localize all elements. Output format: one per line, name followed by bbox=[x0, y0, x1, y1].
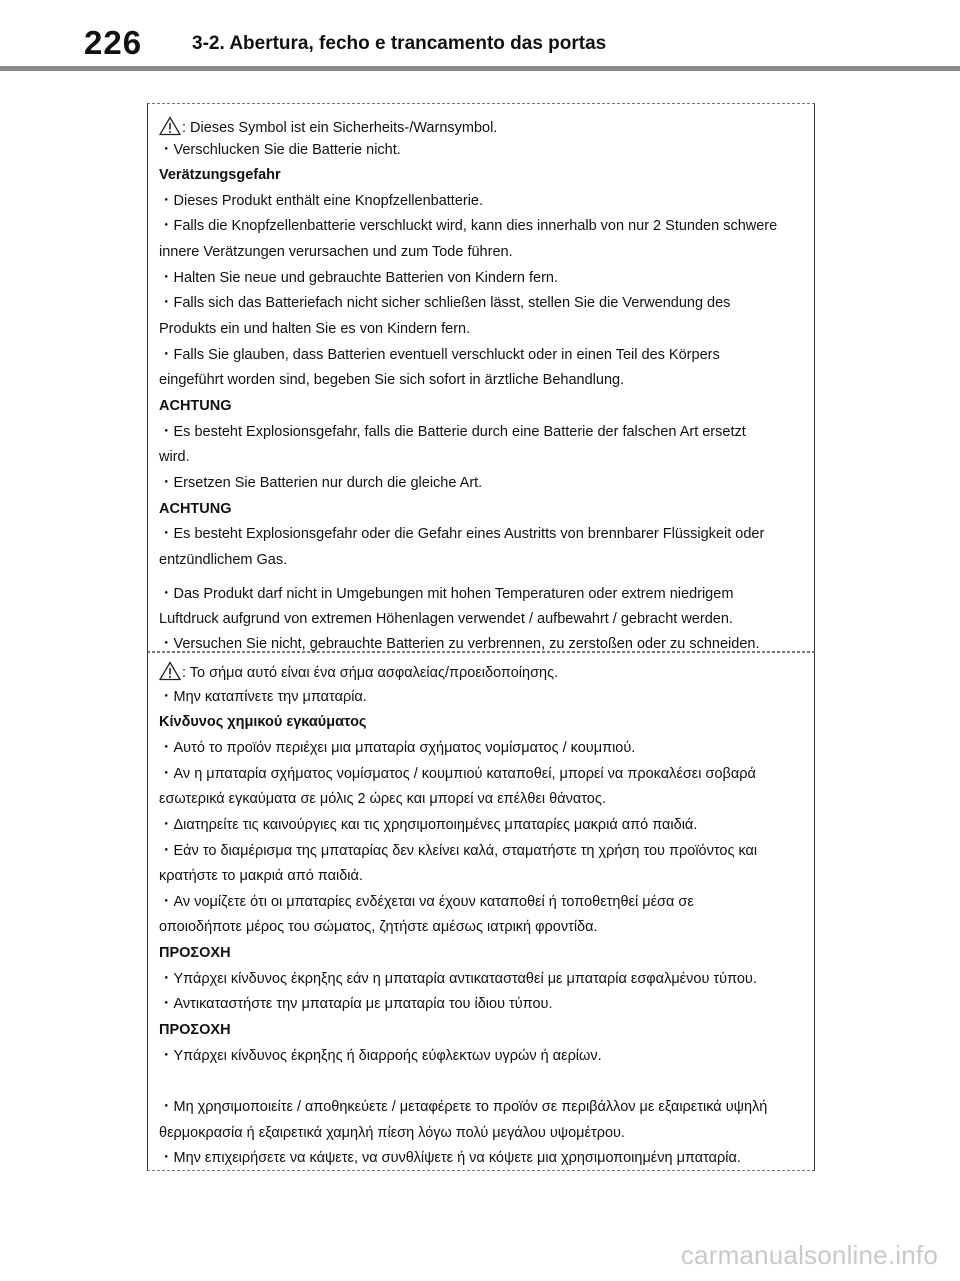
watermark: carmanualsonline.info bbox=[680, 1240, 938, 1270]
text-line: ・Υπάρχει κίνδυνος έκρηξης ή διαρροής εύφλεκτων υγρών ή αερίων. bbox=[159, 1048, 602, 1064]
text-line: ・Falls sich das Batteriefach nicht sicher schließen lässt, stellen Sie die Verwendung des bbox=[159, 295, 731, 311]
text-line: ・Verschlucken Sie die Batterie nicht. bbox=[159, 142, 401, 158]
text-line: ・Ersetzen Sie Batterien nur durch die gleiche Art. bbox=[159, 475, 483, 491]
text-line: ・Es besteht Explosionsgefahr oder die Gefahr eines Austritts von brennbarer Flüssigkeit oder bbox=[159, 526, 765, 542]
warning-symbol-text: : Το σήμα αυτό είναι ένα σήμα ασφαλείας/προειδοποίησης. bbox=[182, 665, 559, 681]
text-line: κρατήστε το μακριά από παιδιά. bbox=[159, 868, 363, 884]
text-line: οποιοδήποτε μέρος του σώματος, ζητήστε αμέσως ιατρική φροντίδα. bbox=[159, 919, 598, 935]
text-line: ・Dieses Produkt enthält eine Knopfzellenbatterie. bbox=[159, 193, 484, 209]
text-line: ・Διατηρείτε τις καινούργιες και τις χρησιμοποιημένες μπαταρίες μακριά από παιδιά. bbox=[159, 817, 698, 833]
heading-caution: ACHTUNG bbox=[159, 501, 232, 517]
text-line: entzündlichem Gas. bbox=[159, 552, 288, 568]
text-line: ・Falls Sie glauben, dass Batterien eventuell verschluckt oder in einen Teil des Körpers bbox=[159, 347, 720, 363]
heading-caution: ACHTUNG bbox=[159, 398, 232, 414]
section-title: 3-2. Abertura, fecho e trancamento das portas bbox=[192, 33, 607, 54]
heading-chemical-burn: Κίνδυνος χημικού εγκαύματος bbox=[159, 714, 367, 730]
text-line: ・Falls die Knopfzellenbatterie verschluckt wird, kann dies innerhalb von nur 2 Stunden schwere bbox=[159, 218, 778, 234]
text-line: ・Υπάρχει κίνδυνος έκρηξης εάν η μπαταρία αντικατασταθεί με μπαταρία εσφαλμένου τύπου. bbox=[159, 971, 757, 987]
text-line: ・Halten Sie neue und gebrauchte Batterien von Kindern fern. bbox=[159, 270, 559, 286]
heading-chemical-burn: Verätzungsgefahr bbox=[159, 167, 281, 183]
text-line: ・Αντικαταστήστε την μπαταρία με μπαταρία του ίδιου τύπου. bbox=[159, 996, 553, 1012]
warning-triangle-icon bbox=[159, 116, 181, 136]
warning-triangle-icon bbox=[159, 661, 181, 681]
warning-symbol-line-de bbox=[159, 116, 497, 138]
text-line: wird. bbox=[159, 449, 190, 465]
text-line: ・Εάν το διαμέρισμα της μπαταρίας δεν κλείνει καλά, σταματήστε τη χρήση του προϊόντος και bbox=[159, 843, 758, 859]
text-line: eingeführt worden sind, begeben Sie sich sofort in ärztliche Behandlung. bbox=[159, 372, 625, 388]
header-divider bbox=[0, 66, 960, 71]
text-line: ・Es besteht Explosionsgefahr, falls die Batterie durch eine Batterie der falschen Art ersetzt bbox=[159, 424, 746, 440]
text-line: ・Versuchen Sie nicht, gebrauchte Batterien zu verbrennen, zu zerstoßen oder zu schneiden. bbox=[159, 636, 760, 652]
text-line: ・Μην καταπίνετε την μπαταρία. bbox=[159, 689, 367, 705]
german-warning-box bbox=[147, 103, 815, 652]
text-line: Produkts ein und halten Sie es von Kindern fern. bbox=[159, 321, 471, 337]
text-line: ・Αν νομίζετε ότι οι μπαταρίες ενδέχεται να έχουν καταποθεί ή τοποθετηθεί μέσα σε bbox=[159, 894, 694, 910]
text-line: innere Verätzungen verursachen und zum Tode führen. bbox=[159, 244, 513, 260]
heading-caution: ΠΡΟΣΟΧΗ bbox=[159, 1022, 231, 1038]
page-header bbox=[0, 0, 960, 78]
text-line: Luftdruck aufgrund von extremen Höhenlagen verwendet / aufbewahrt / gebracht werden. bbox=[159, 611, 733, 627]
warning-symbol-line-el bbox=[159, 661, 558, 683]
text-line: ・Μην επιχειρήσετε να κάψετε, να συνθλίψετε ή να κόψετε μια χρησιμοποιημένη μπαταρία. bbox=[159, 1150, 741, 1166]
text-line: ・Das Produkt darf nicht in Umgebungen mit hohen Temperaturen oder extrem niedrigem bbox=[159, 586, 734, 602]
text-line: θερμοκρασία ή εξαιρετικά χαμηλή πίεση λόγω πολύ μεγάλου υψομέτρου. bbox=[159, 1125, 625, 1141]
heading-caution: ΠΡΟΣΟΧΗ bbox=[159, 945, 231, 961]
greek-warning-box bbox=[147, 652, 815, 1171]
text-line: ・Μη χρησιμοποιείτε / αποθηκεύετε / μεταφέρετε το προϊόν σε περιβάλλον με εξαιρετικά υψηλή bbox=[159, 1099, 768, 1115]
text-line: εσωτερικά εγκαύματα σε μόλις 2 ώρες και μπορεί να επέλθει θάνατος. bbox=[159, 791, 606, 807]
warning-symbol-text: : Dieses Symbol ist ein Sicherheits-/Warnsymbol. bbox=[182, 120, 498, 136]
text-line: ・Αν η μπαταρία σχήματος νομίσματος / κουμπιού καταποθεί, μπορεί να προκαλέσει σοβαρά bbox=[159, 766, 756, 782]
text-line: ・Αυτό το προϊόν περιέχει μια μπαταρία σχήματος νομίσματος / κουμπιού. bbox=[159, 740, 636, 756]
page-number: 226 bbox=[84, 24, 143, 61]
